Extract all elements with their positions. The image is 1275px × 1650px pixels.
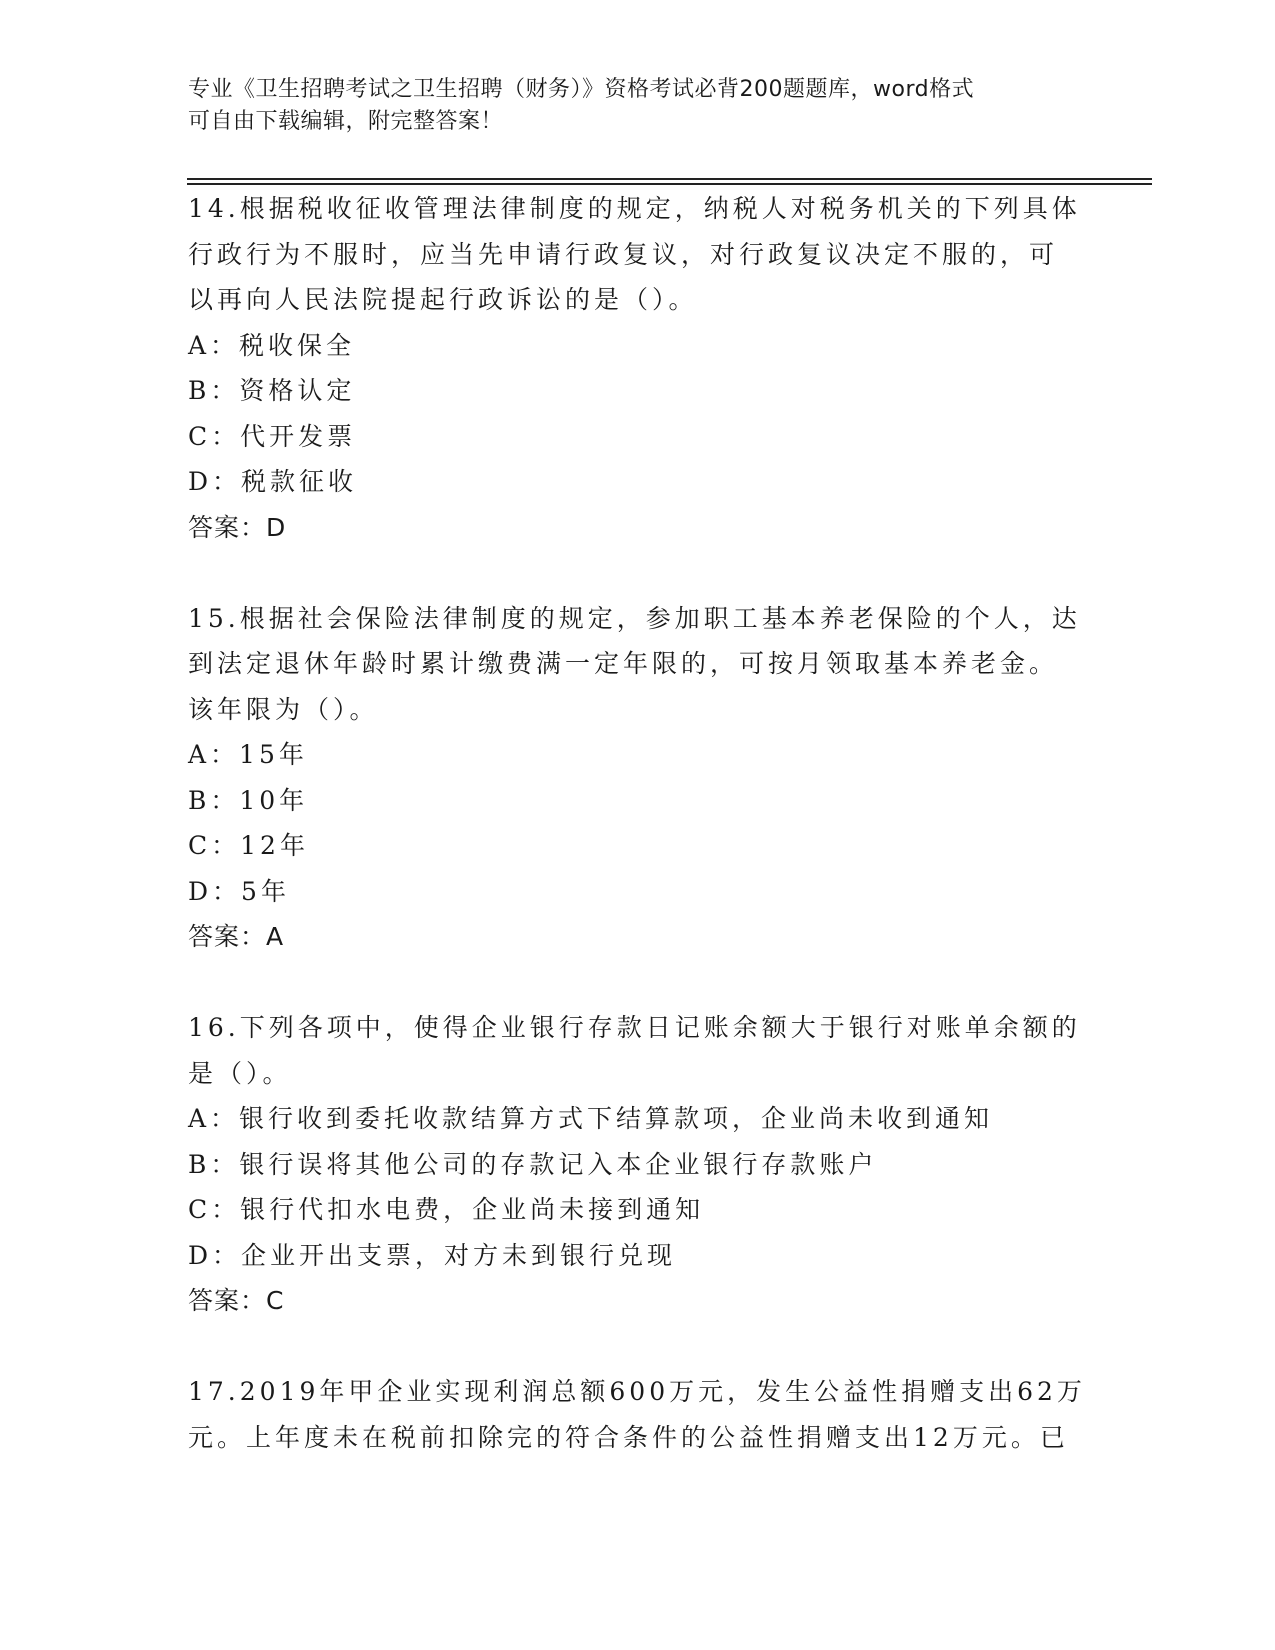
option-b: B：10年	[188, 785, 309, 815]
option-c: C：12年	[188, 831, 309, 860]
question-text-line: 以再向人民法院提起行政诉讼的是（）。	[188, 285, 698, 314]
answer-label: 答案：A	[188, 922, 285, 951]
option-a: A：银行收到委托收款结算方式下结算款项，企业尚未收到通知	[188, 1104, 994, 1133]
option-d: D：5年	[188, 876, 290, 906]
answer-label: 答案：D	[188, 512, 287, 542]
question-text-line: 是（）。	[188, 1058, 292, 1088]
header-divider-bottom	[187, 183, 1152, 185]
option-d: D：税款征收	[188, 467, 358, 496]
question-text-line: 该年限为（）。	[188, 694, 379, 724]
question-spacer	[188, 550, 1088, 596]
question-15	[188, 596, 1088, 960]
question-list	[188, 186, 1088, 1460]
answer-label: 答案：C	[188, 1286, 285, 1315]
question-16	[188, 1005, 1088, 1324]
header-divider-top	[187, 178, 1152, 180]
question-text-line: 行政行为不服时，应当先申请行政复议，对行政复议决定不服的，可	[188, 239, 1059, 269]
header-line-1: 专业《卫生招聘考试之卫生招聘（财务）》资格考试必背200题题库，word格式	[188, 77, 975, 102]
question-spacer	[188, 960, 1088, 1006]
option-a: A：税收保全	[188, 330, 356, 360]
question-text-line: 15.根据社会保险法律制度的规定，参加职工基本养老保险的个人，达	[188, 603, 1081, 633]
header-line-2: 可自由下载编辑，附完整答案！	[188, 109, 504, 134]
question-14	[188, 186, 1088, 550]
question-17	[188, 1369, 1088, 1460]
question-text-line: 到法定退休年龄时累计缴费满一定年限的，可按月领取基本养老金。	[188, 649, 1059, 678]
option-c: C：代开发票	[188, 421, 357, 451]
option-d: D：企业开出支票，对方未到银行兑现	[188, 1240, 677, 1270]
question-spacer	[188, 1324, 1088, 1370]
document-header	[188, 74, 1068, 138]
option-b: B：资格认定	[188, 376, 356, 405]
question-text-line: 16.下列各项中，使得企业银行存款日记账余额大于银行对账单余额的	[188, 1013, 1081, 1042]
question-text-line: 元。上年度未在税前扣除完的符合条件的公益性捐赠支出12万元。已	[188, 1422, 1069, 1452]
option-a: A：15年	[188, 740, 308, 769]
option-b: B：银行误将其他公司的存款记入本企业银行存款账户	[188, 1149, 878, 1179]
question-text-line: 17.2019年甲企业实现利润总额600万元，发生公益性捐赠支出62万	[188, 1377, 1086, 1406]
option-c: C：银行代扣水电费，企业尚未接到通知	[188, 1195, 705, 1224]
question-text-line: 14.根据税收征收管理法律制度的规定，纳税人对税务机关的下列具体	[188, 194, 1081, 223]
